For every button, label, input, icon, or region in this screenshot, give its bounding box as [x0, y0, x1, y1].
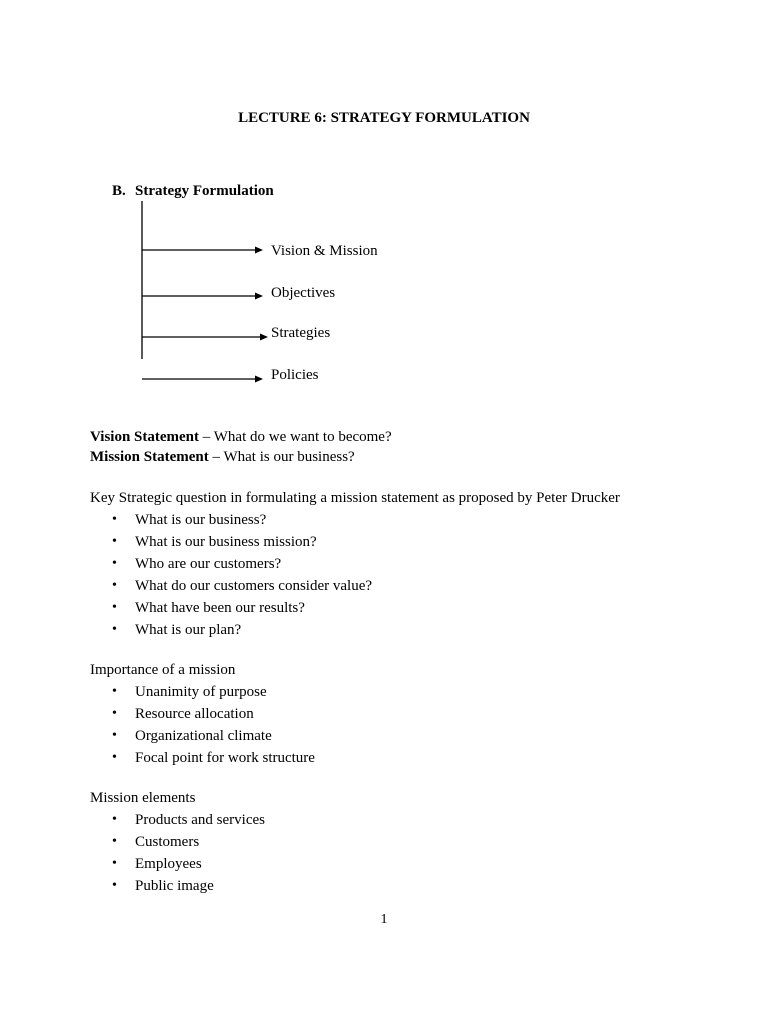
vision-statement-text: What do we want to become?	[213, 429, 392, 445]
list-item: • Resource allocation	[112, 704, 315, 726]
vision-statement-separator: –	[199, 429, 214, 445]
section-heading-text: Strategy Formulation	[135, 183, 274, 199]
list-item: • What is our business mission?	[112, 532, 372, 554]
diagram-arrow-strategies	[142, 334, 268, 341]
importance-list	[112, 682, 315, 770]
section-marker: B.	[112, 183, 126, 199]
diagram-arrow-policies	[142, 376, 263, 383]
strategy-formulation-diagram	[0, 0, 768, 420]
diagram-label-vision-mission: Vision & Mission	[271, 243, 378, 259]
diagram-label-strategies: Strategies	[271, 325, 331, 341]
list-item: • Public image	[112, 876, 265, 898]
page-title: LECTURE 6: STRATEGY FORMULATION	[238, 110, 530, 126]
mission-statement-separator: –	[208, 449, 224, 465]
list-item: • Who are our customers?	[112, 554, 372, 576]
list-item: • Unanimity of purpose	[112, 682, 315, 704]
page-number: 1	[380, 912, 388, 927]
list-item: • Focal point for work structure	[112, 748, 315, 770]
diagram-arrow-objectives	[142, 293, 263, 300]
mission-statement-line	[90, 449, 355, 466]
vision-statement-line	[90, 429, 392, 446]
list-item: • What is our plan?	[112, 620, 372, 642]
mission-statement-text: What is our business?	[223, 449, 355, 465]
list-item: • Customers	[112, 832, 265, 854]
key-questions-list	[112, 510, 372, 642]
mission-elements-heading: Mission elements	[90, 790, 196, 806]
list-item: • What do our customers consider value?	[112, 576, 372, 598]
list-item: • Products and services	[112, 810, 265, 832]
diagram-label-policies: Policies	[271, 367, 319, 383]
diagram-arrow-vision-mission	[142, 247, 263, 254]
importance-heading: Importance of a mission	[90, 662, 236, 678]
list-item: • Organizational climate	[112, 726, 315, 748]
list-item: • What is our business?	[112, 510, 372, 532]
list-item: • What have been our results?	[112, 598, 372, 620]
list-item: • Employees	[112, 854, 265, 876]
mission-statement-term: Mission Statement	[90, 449, 209, 465]
key-questions-intro: Key Strategic question in formulating a mission statement as proposed by Peter Drucker	[90, 490, 620, 506]
diagram-label-objectives: Objectives	[271, 285, 336, 301]
mission-elements-list	[112, 810, 265, 898]
vision-statement-term: Vision Statement	[90, 429, 200, 445]
